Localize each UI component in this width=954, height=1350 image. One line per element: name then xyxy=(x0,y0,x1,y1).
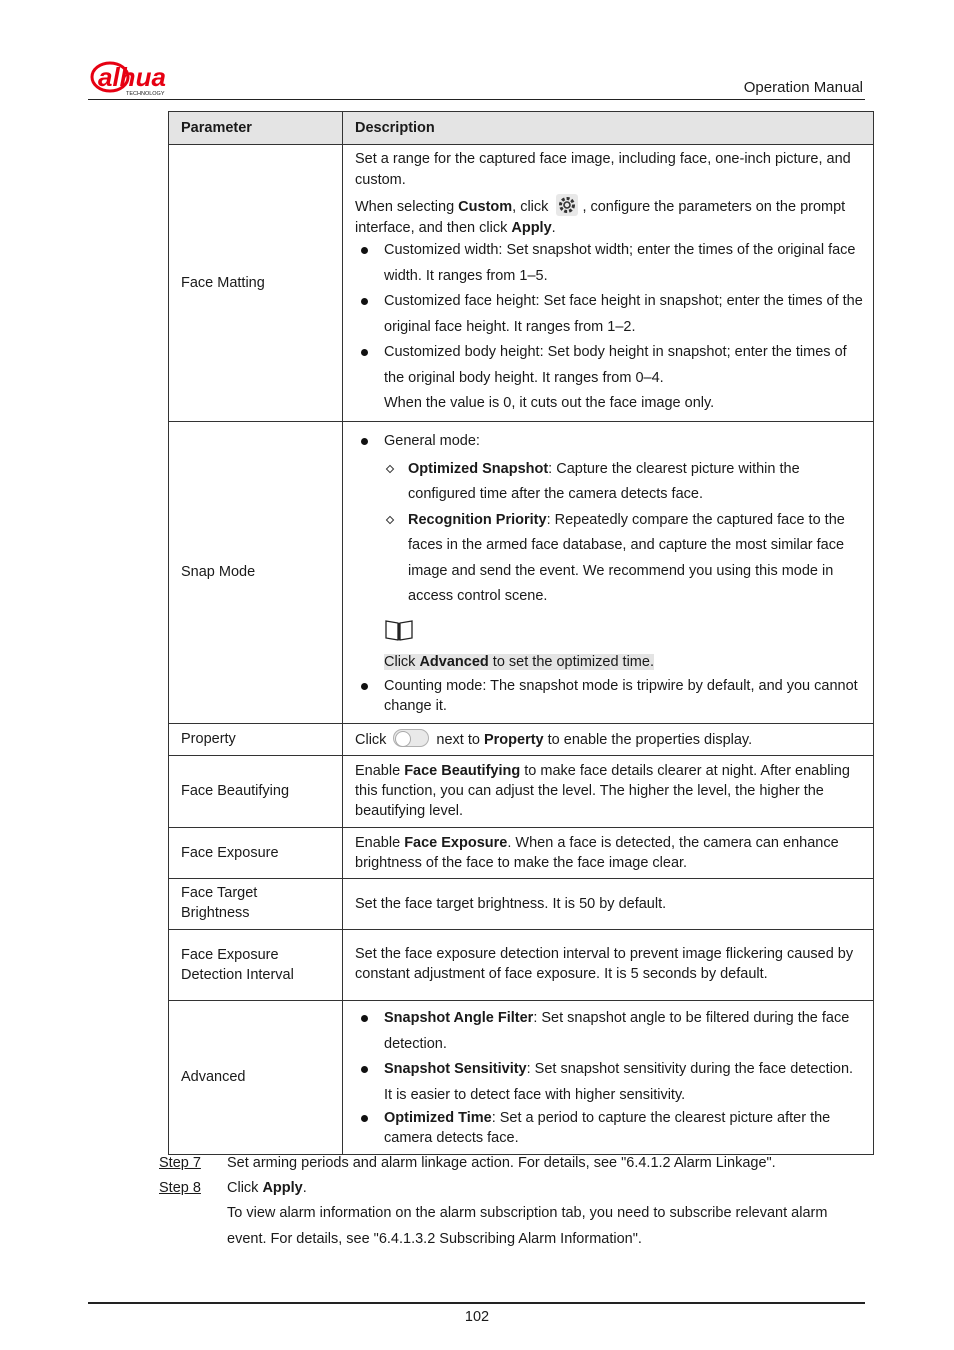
description-text: Set a range for the captured face image, including face, one-inch picture, and custom. xyxy=(355,151,851,188)
bullet-list xyxy=(355,1006,865,1148)
param-description: Enable Face Beautifying to make face details clearer at night. After enabling this function, you can adjust the level. The higher the level, the higher the beautifying level. xyxy=(343,755,874,827)
term-apply: Apply xyxy=(511,219,552,236)
table-row xyxy=(169,421,874,723)
list-item: Optimized Time: Set a period to capture the clearest picture after the camera detects face. xyxy=(355,1108,865,1148)
list-item: Snapshot Sensitivity: Set snapshot sensitivity during the face detection. It is easier to detect face with higher sensitivity. xyxy=(355,1057,865,1108)
param-name: Face Matting xyxy=(169,145,343,422)
toggle-switch-icon xyxy=(393,729,429,747)
bullet-list xyxy=(355,676,865,716)
param-description xyxy=(343,421,874,723)
page-number: 102 xyxy=(464,1309,490,1325)
table-header-row xyxy=(169,112,874,145)
list-item: Customized face height: Set face height in snapshot; enter the times of the original face height. It ranges from 1–2. xyxy=(355,289,865,340)
table-row xyxy=(169,755,874,827)
sub-list xyxy=(384,457,865,610)
term-property: Property xyxy=(483,731,544,748)
table-row xyxy=(169,827,874,878)
param-description: Enable Face Exposure. When a face is detected, the camera can enhance brightness of the face to make the face image clear. xyxy=(343,827,874,878)
step-number: Step 7 xyxy=(159,1155,201,1171)
param-name: Property xyxy=(169,723,343,755)
list-item: Recognition Priority: Repeatedly compare the captured face to the faces in the armed face database, and capture the most similar face image and send the event. We recommend you using this mode in access control scene. xyxy=(384,508,865,610)
param-description xyxy=(343,1000,874,1154)
table-row xyxy=(169,145,874,422)
column-header-description: Description xyxy=(343,112,874,145)
table-row xyxy=(169,723,874,755)
list-item: Customized body height: Set body height in snapshot; enter the times of the original body height. It ranges from 0–4. When the value is 0, it cuts out the face image only. xyxy=(355,340,865,417)
table-row xyxy=(169,878,874,929)
list-item: Snapshot Angle Filter: Set snapshot angle to be filtered during the face detection. xyxy=(355,1006,865,1057)
column-header-parameter: Parameter xyxy=(169,112,343,145)
diamond-bullet-icon xyxy=(386,515,394,523)
diamond-bullet-icon xyxy=(386,464,394,472)
term-advanced: Advanced xyxy=(419,654,489,671)
table-row xyxy=(169,1000,874,1154)
list-item: Customized width: Set snapshot width; enter the times of the original face width. It ranges from 1–5. xyxy=(355,238,865,289)
step-7-text: Set arming periods and alarm linkage action. For details, see "6.4.1.2 Alarm Linkage". xyxy=(227,1155,776,1171)
param-description xyxy=(343,145,874,422)
description-text: When selecting Custom, click , configure the parameters on the prompt interface, and then click Apply. xyxy=(355,194,865,238)
gear-icon xyxy=(556,194,578,216)
bullet-list xyxy=(355,238,865,417)
step-8-text: Click Apply. xyxy=(227,1180,307,1196)
param-description: Click next to Property to enable the properties display. xyxy=(343,723,874,755)
note-text: Click Advanced to set the optimized time. xyxy=(384,654,654,671)
step-7 xyxy=(159,1153,227,1174)
param-name: Snap Mode xyxy=(169,421,343,723)
list-item: General mode: xyxy=(355,429,865,455)
parameter-table xyxy=(168,111,874,1155)
param-name: Face Beautifying xyxy=(169,755,343,827)
term-custom: Custom xyxy=(458,199,513,216)
header-title: Operation Manual xyxy=(743,79,863,96)
list-item: Optimized Snapshot: Capture the clearest picture within the configured time after the camera detects face. xyxy=(384,457,865,508)
param-name: Face Exposure xyxy=(169,827,343,878)
param-name: Face Target Brightness xyxy=(169,878,343,929)
footer-divider xyxy=(88,1302,865,1304)
svg-text:TECHNOLOGY: TECHNOLOGY xyxy=(126,91,165,97)
param-name: Advanced xyxy=(169,1000,343,1154)
step-8 xyxy=(159,1178,227,1199)
param-name: Face Exposure Detection Interval xyxy=(169,929,343,1000)
step-8-followup: To view alarm information on the alarm subscription tab, you need to subscribe relevant alarm event. For details, see "6.4.1.3.2 Subscribing Alarm Information". xyxy=(227,1205,828,1247)
dahua-logo xyxy=(90,58,202,98)
svg-text:alhua: alhua xyxy=(98,62,166,92)
param-description: Set the face target brightness. It is 50 by default. xyxy=(343,878,874,929)
list-item: Counting mode: The snapshot mode is tripwire by default, and you cannot change it. xyxy=(355,676,865,716)
header-divider xyxy=(88,99,865,100)
bullet-list xyxy=(355,429,865,455)
note-book-icon xyxy=(384,618,414,642)
step-number: Step 8 xyxy=(159,1180,201,1196)
table-row xyxy=(169,929,874,1000)
param-description: Set the face exposure detection interval to prevent image flickering caused by constant adjustment of face exposure. It is 5 seconds by default. xyxy=(343,929,874,1000)
